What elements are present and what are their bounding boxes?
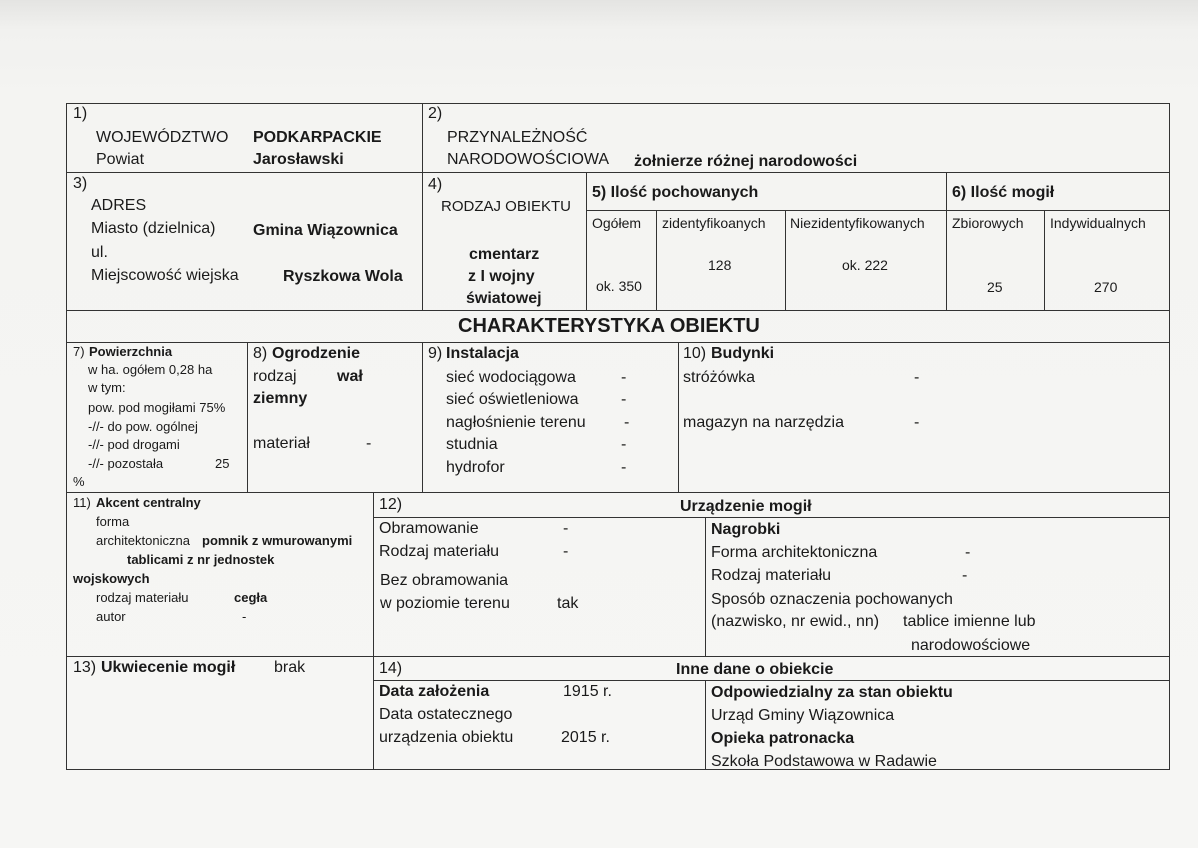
zbiorowych-header: Zbiorowych bbox=[952, 215, 1024, 231]
pochowanych-title: 5) Ilość pochowanych bbox=[592, 184, 759, 201]
sposob-oznaczenia-value-1: tablice imienne lub bbox=[903, 613, 1036, 630]
zbiorowych-value: 25 bbox=[987, 279, 1003, 295]
ogolem-value: ok. 350 bbox=[596, 278, 642, 294]
section-number: 10) bbox=[683, 345, 707, 362]
wojewodztwo-label: WOJEWÓDZTWO bbox=[96, 129, 229, 146]
section-number: 1) bbox=[73, 105, 88, 122]
miasto-value: Gmina Wiązownica bbox=[253, 222, 398, 239]
przynaleznosc-label-2: NARODOWOŚCIOWA bbox=[447, 151, 610, 168]
urzadzenie-title: Urządzenie mogił bbox=[680, 498, 812, 515]
ogrodzenie-title: Ogrodzenie bbox=[272, 345, 361, 362]
autor-label: autor bbox=[96, 609, 126, 624]
instalacja-item: studnia bbox=[446, 436, 498, 453]
instalacja-item-value: - bbox=[621, 369, 627, 386]
instalacja-item-value: - bbox=[621, 459, 627, 476]
budynki-item-value: - bbox=[914, 369, 920, 386]
instalacja-item-value: - bbox=[621, 436, 627, 453]
budynki-item-value: - bbox=[914, 414, 920, 431]
sposob-oznaczenia-sublabel: (nazwisko, nr ewid., nn) bbox=[711, 613, 880, 630]
instalacja-item: hydrofor bbox=[446, 459, 505, 476]
urzadzenia-obiektu-label: urządzenia obiektu bbox=[379, 729, 514, 746]
powierzchnia-line: -//- pod drogami bbox=[88, 437, 180, 452]
powierzchnia-line: w tym: bbox=[88, 380, 126, 395]
rodzaj-obiektu-value-3: światowej bbox=[466, 290, 542, 307]
forma-label: forma bbox=[96, 514, 130, 529]
poziom-terenu-value: tak bbox=[557, 595, 579, 612]
wojewodztwo-value: PODKARPACKIE bbox=[253, 129, 382, 146]
section-number: 9) bbox=[428, 345, 443, 362]
miejscowosc-label: Miejscowość wiejska bbox=[91, 267, 239, 284]
powierzchnia-line: pow. pod mogiłami 75% bbox=[88, 400, 226, 415]
instalacja-item: nagłośnienie terenu bbox=[446, 414, 586, 431]
obramowanie-value: - bbox=[563, 520, 569, 537]
sposob-oznaczenia-value-2: narodowościowe bbox=[911, 637, 1031, 654]
section-number: 7) bbox=[73, 344, 85, 359]
instalacja-item: sieć oświetleniowa bbox=[446, 391, 579, 408]
zidentyfikowanych-value: 128 bbox=[708, 257, 732, 273]
nagrobki-material-value: - bbox=[962, 567, 968, 584]
powierzchnia-line: -//- do pow. ogólnej bbox=[88, 419, 198, 434]
miasto-label: Miasto (dzielnica) bbox=[91, 220, 216, 237]
powierzchnia-line: -//- pozostała bbox=[88, 456, 164, 471]
architektoniczna-value-3: wojskowych bbox=[73, 571, 150, 586]
ul-label: ul. bbox=[91, 244, 108, 261]
inne-dane-title: Inne dane o obiekcie bbox=[676, 661, 834, 678]
nagrobki-material-label: Rodzaj materiału bbox=[711, 567, 832, 584]
odpowiedzialny-value: Urząd Gminy Wiązownica bbox=[711, 707, 895, 724]
budynki-item: stróżówka bbox=[683, 369, 756, 386]
opieka-value: Szkoła Podstawowa w Radawie bbox=[711, 753, 937, 770]
przynaleznosc-label-1: PRZYNALEŻNOŚĆ bbox=[447, 129, 588, 146]
data-ostatecznego-value: 2015 r. bbox=[561, 729, 610, 746]
ogolem-header: Ogółem bbox=[592, 215, 642, 231]
forma-architektoniczna-label: Forma architektoniczna bbox=[711, 544, 878, 561]
material-value: - bbox=[366, 435, 372, 452]
instalacja-item: sieć wodociągowa bbox=[446, 369, 576, 386]
instalacja-item-value: - bbox=[621, 391, 627, 408]
instalacja-item-value: - bbox=[624, 414, 630, 431]
opieka-title: Opieka patronacka bbox=[711, 730, 855, 747]
percent-sign: % bbox=[73, 474, 85, 489]
section-number: 13) bbox=[73, 659, 97, 676]
niezidentyfikowanych-header: Niezidentyfikowanych bbox=[790, 215, 925, 231]
miejscowosc-value: Ryszkowa Wola bbox=[283, 268, 403, 285]
data-ostatecznego-label: Data ostatecznego bbox=[379, 706, 513, 723]
rodzaj-label: rodzaj bbox=[253, 368, 297, 385]
powiat-label: Powiat bbox=[96, 151, 145, 168]
section-number: 2) bbox=[428, 105, 443, 122]
section-number: 11) bbox=[73, 495, 91, 510]
sposob-oznaczenia-label: Sposób oznaczenia pochowanych bbox=[711, 591, 953, 608]
rodzaj-materialu-value: - bbox=[563, 543, 569, 560]
niezidentyfikowanych-value: ok. 222 bbox=[842, 257, 888, 273]
rodzaj-obiektu-value-2: z I wojny bbox=[468, 268, 535, 285]
budynki-title: Budynki bbox=[711, 345, 775, 362]
ukwiecenie-value: brak bbox=[274, 659, 306, 676]
material-label: materiał bbox=[253, 435, 310, 452]
akcent-title: Akcent centralny bbox=[96, 495, 201, 510]
material-label: rodzaj materiału bbox=[96, 590, 189, 605]
nagrobki-title: Nagrobki bbox=[711, 521, 781, 538]
section-number: 12) bbox=[379, 496, 403, 513]
powierzchnia-line: w ha. ogółem 0,28 ha bbox=[88, 362, 213, 377]
przynaleznosc-value: żołnierze różnej narodowości bbox=[634, 153, 858, 170]
bez-obramowania-label: Bez obramowania bbox=[380, 572, 509, 589]
pozostala-value: 25 bbox=[215, 456, 230, 471]
instalacja-title: Instalacja bbox=[446, 345, 519, 362]
architektoniczna-value-1: pomnik z wmurowanymi bbox=[202, 533, 353, 548]
indywidualnych-header: Indywidualnych bbox=[1050, 215, 1146, 231]
obramowanie-label: Obramowanie bbox=[379, 520, 479, 537]
section-title: CHARAKTERYSTYKA OBIEKTU bbox=[458, 315, 760, 337]
powiat-value: Jarosławski bbox=[253, 151, 344, 168]
section-number: 3) bbox=[73, 175, 88, 192]
indywidualnych-value: 270 bbox=[1094, 279, 1118, 295]
poziom-terenu-label: w poziomie terenu bbox=[380, 595, 510, 612]
adres-label: ADRES bbox=[91, 197, 147, 214]
rodzaj-materialu-label: Rodzaj materiału bbox=[379, 543, 500, 560]
rodzaj-obiektu-label: RODZAJ OBIEKTU bbox=[441, 198, 572, 215]
odpowiedzialny-title: Odpowiedzialny za stan obiektu bbox=[711, 684, 953, 701]
autor-value: - bbox=[242, 609, 247, 624]
powierzchnia-title: Powierzchnia bbox=[89, 344, 173, 359]
section-number: 4) bbox=[428, 176, 443, 193]
ukwiecenie-title: Ukwiecenie mogił bbox=[101, 659, 236, 676]
rodzaj-value-1: wał bbox=[337, 368, 363, 385]
zidentyfikowanych-header: zidentyfikoanych bbox=[662, 215, 766, 231]
rodzaj-value-2: ziemny bbox=[253, 390, 308, 407]
budynki-item: magazyn na narzędzia bbox=[683, 414, 844, 431]
forma-architektoniczna-value: - bbox=[965, 544, 971, 561]
section-number: 8) bbox=[253, 345, 268, 362]
architektoniczna-label: architektoniczna bbox=[96, 533, 190, 548]
data-zalozenia-label: Data założenia bbox=[379, 683, 490, 700]
rodzaj-obiektu-value-1: cmentarz bbox=[469, 246, 540, 263]
material-value: cegła bbox=[234, 590, 268, 605]
mogil-title: 6) Ilość mogił bbox=[952, 184, 1055, 201]
architektoniczna-value-2: tablicami z nr jednostek bbox=[127, 552, 275, 567]
data-zalozenia-value: 1915 r. bbox=[563, 683, 612, 700]
section-number: 14) bbox=[379, 660, 403, 677]
